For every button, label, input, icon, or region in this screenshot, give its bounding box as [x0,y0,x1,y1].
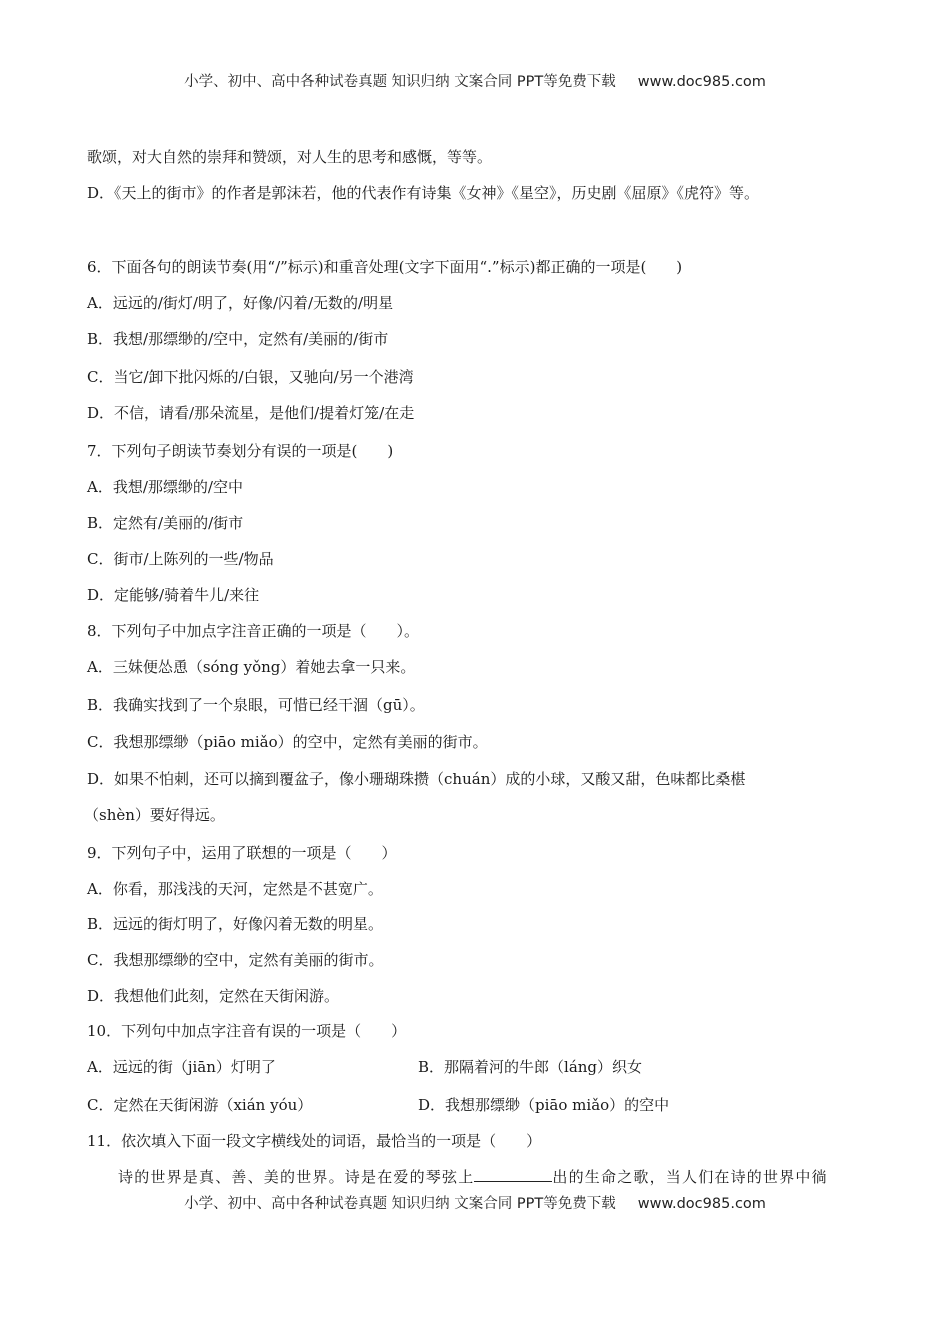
text-line: D．《天上的街市》的作者是郭沫若，他的代表作有诗集《女神》《星空》，历史剧《屈原》《虎符》等。 [87,184,760,202]
poem-text-a: 诗的世界是真、善、美的世界。诗是在爱的琴弦上 [118,1168,475,1186]
text-line: 歌颂，对大自然的崇拜和赞颂，对人生的思考和感慨，等等。 [87,148,493,166]
question-8-option-c: C．我想那缥缈（piāo miǎo）的空中，定然有美丽的街市。 [87,733,488,751]
question-7-option-a: A．我想/那缥缈的/空中 [87,478,243,496]
page-header [0,70,950,91]
question-9-option-d: D．我想他们此刻，定然在天街闲游。 [87,987,340,1005]
question-8-option-b: B．我确实找到了一个泉眼，可惜已经干涸（gū）。 [87,696,425,714]
question-6-option-a: A．远远的/街灯/明了，好像/闪着/无数的/明星 [87,294,394,312]
footer-url[interactable]: www.doc985.com [637,1196,766,1212]
question-7-option-d: D．定能够/骑着牛儿/来往 [87,586,260,604]
question-8-option-d-cont: （shèn）要好得远。 [84,806,225,824]
fill-blank[interactable] [474,1167,552,1182]
question-10-option-c: C．定然在天街闲游（xián yóu） [87,1096,313,1114]
question-9: 9．下列句子中，运用了联想的一项是（ ） [87,844,397,862]
header-text: 小学、初中、高中各种试卷真题 知识归纳 文案合同 PPT等免费下载 [184,74,616,90]
question-9-option-c: C．我想那缥缈的空中，定然有美丽的街市。 [87,951,384,969]
footer-text: 小学、初中、高中各种试卷真题 知识归纳 文案合同 PPT等免费下载 [184,1196,616,1212]
question-8-option-d: D．如果不怕刺，还可以摘到覆盆子，像小珊瑚珠攒（chuán）成的小球，又酸又甜，色味都比桑椹 [87,770,746,788]
question-6: 6．下面各句的朗读节奏(用“/”标示)和重音处理(文字下面用“.”标示)都正确的一项是( ) [87,258,683,276]
question-6-option-d: D．不信，请看/那朵流星，是他们/提着灯笼/在走 [87,404,415,422]
header-url[interactable]: www.doc985.com [637,74,766,90]
poem-text-b: 出的生命之歌，当人们在诗的世界中徜 [552,1168,828,1186]
question-10: 10．下列句中加点字注音有误的一项是（ ） [87,1022,407,1040]
question-6-option-c: C．当它/卸下批闪烁的/白银，又驰向/另一个港湾 [87,368,414,386]
question-10-option-d: D．我想那缥缈（piāo miǎo）的空中 [418,1096,670,1114]
question-9-option-a: A．你看，那浅浅的天河，定然是不甚宽广。 [87,880,383,898]
page-footer [0,1192,950,1213]
question-10-option-a: A．远远的街（jiān）灯明了 [87,1058,276,1076]
question-7-option-c: C．街市/上陈列的一些/物品 [87,550,274,568]
question-11: 11．依次填入下面一段文字横线处的词语，最恰当的一项是（ ） [87,1132,542,1150]
question-9-option-b: B．远远的街灯明了，好像闪着无数的明星。 [87,915,384,933]
question-6-option-b: B．我想/那缥缈的/空中，定然有/美丽的/街市 [87,330,389,348]
question-8: 8．下列句子中加点字注音正确的一项是（ ）。 [87,622,420,640]
question-7: 7．下列句子朗读节奏划分有误的一项是( ) [87,442,394,460]
question-8-option-a: A．三妹便怂恿（sóng yǒng）着她去拿一只来。 [87,658,416,676]
poem-passage [118,1166,828,1187]
question-7-option-b: B．定然有/美丽的/街市 [87,514,244,532]
question-10-option-b: B．那隔着河的牛郎（láng）织女 [418,1058,643,1076]
